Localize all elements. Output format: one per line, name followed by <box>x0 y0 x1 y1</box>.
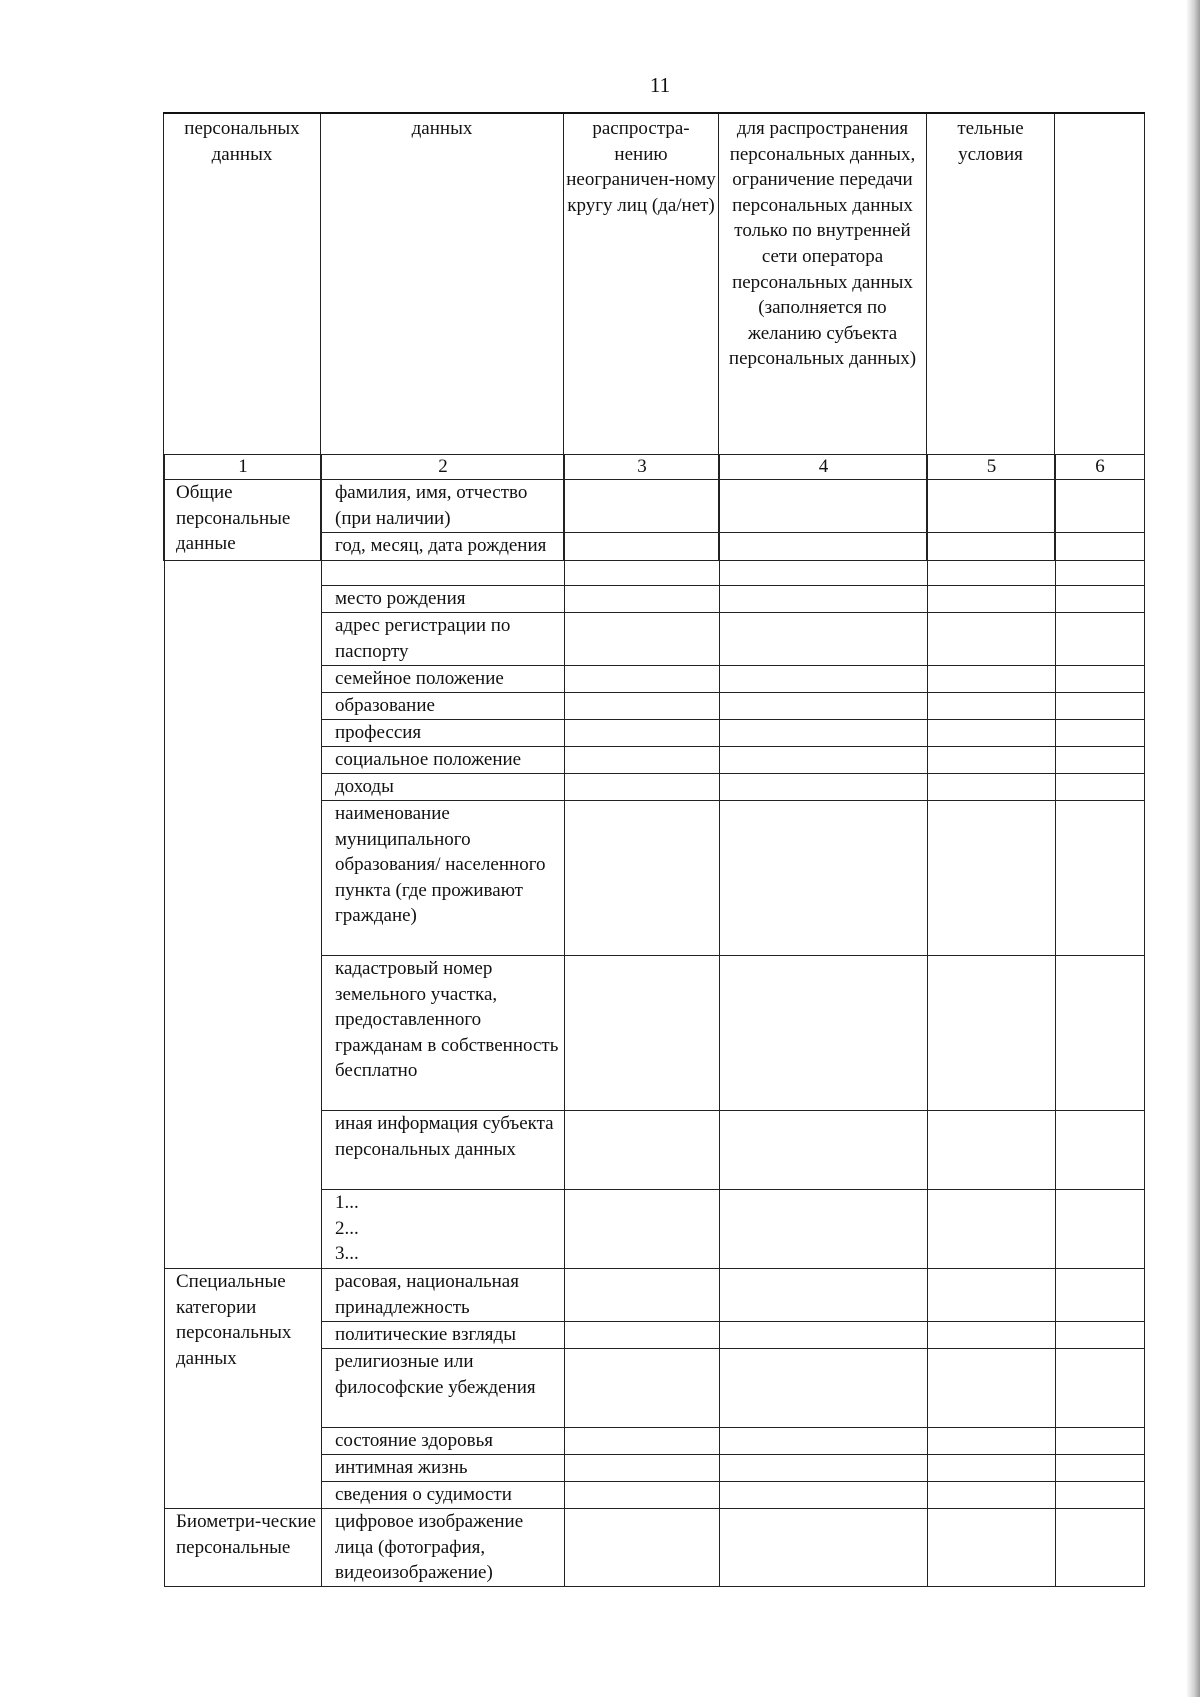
empty-cell <box>720 1428 928 1455</box>
empty-cell <box>720 693 928 720</box>
data-item-cell: социальное положение <box>322 747 565 774</box>
empty-cell <box>565 533 720 586</box>
data-item-cell: состояние здоровья <box>322 1428 565 1455</box>
data-item-cell: год, месяц, дата рождения <box>322 533 565 586</box>
empty-cell <box>565 1482 720 1509</box>
empty-cell <box>1056 1482 1145 1509</box>
empty-cell <box>928 613 1056 666</box>
data-item-text: 1... 2... 3... <box>335 1192 359 1265</box>
empty-cell <box>720 1111 928 1190</box>
data-item-cell: профессия <box>322 720 565 747</box>
empty-cell <box>1056 747 1145 774</box>
empty-cell <box>928 720 1056 747</box>
empty-cell <box>720 1349 928 1428</box>
category-cell: Специальные категории персональных данных <box>165 1269 322 1509</box>
empty-cell <box>565 1269 720 1322</box>
empty-cell <box>928 1509 1056 1587</box>
category-cell: Общие персональные данные <box>165 480 322 1269</box>
empty-cell <box>1056 1322 1145 1349</box>
empty-cell <box>928 586 1056 613</box>
empty-cell <box>928 1428 1056 1455</box>
table-row <box>165 1509 1145 1587</box>
category-cell: Биометри-ческие персональные <box>165 1509 322 1587</box>
data-item-cell: политические взгляды <box>322 1322 565 1349</box>
empty-cell <box>565 1428 720 1455</box>
data-item-cell: интимная жизнь <box>322 1455 565 1482</box>
header-cell-category: персональных данных <box>164 113 321 561</box>
empty-cell <box>928 533 1056 586</box>
empty-cell <box>1056 720 1145 747</box>
data-item-cell: наименование муниципального образования/ населенного пункта (где проживают граждане) <box>322 801 565 956</box>
empty-cell <box>565 480 720 533</box>
empty-cell <box>565 613 720 666</box>
empty-cell <box>928 747 1056 774</box>
header-cell-data-list: данных <box>321 113 564 561</box>
column-number: 3 <box>565 455 720 480</box>
table-row <box>165 480 1145 533</box>
empty-cell <box>720 1269 928 1322</box>
empty-cell <box>928 1190 1056 1269</box>
empty-cell <box>928 1322 1056 1349</box>
empty-cell <box>1056 533 1145 586</box>
empty-cell <box>928 1482 1056 1509</box>
header-cell-consent: распростра-нению неограничен-ному кругу лиц (да/нет) <box>564 113 719 561</box>
empty-cell <box>720 666 928 693</box>
data-item-cell: иная информация субъекта персональных данных <box>322 1111 565 1190</box>
empty-cell <box>565 747 720 774</box>
empty-cell <box>928 1349 1056 1428</box>
header-cell-conditions: тельные условия <box>927 113 1055 561</box>
empty-cell <box>565 666 720 693</box>
empty-cell <box>928 480 1056 533</box>
empty-cell <box>928 1111 1056 1190</box>
empty-cell <box>565 774 720 801</box>
empty-cell <box>1056 480 1145 533</box>
empty-cell <box>565 1509 720 1587</box>
data-item-cell: расовая, национальная принадлежность <box>322 1269 565 1322</box>
empty-cell <box>1056 1509 1145 1587</box>
data-item-cell: доходы <box>322 774 565 801</box>
empty-cell <box>1056 801 1145 956</box>
empty-cell <box>565 1111 720 1190</box>
empty-cell <box>1056 1269 1145 1322</box>
empty-cell <box>1056 1455 1145 1482</box>
empty-cell <box>720 480 928 533</box>
data-item-cell: фамилия, имя, отчество (при наличии) <box>322 480 565 533</box>
empty-cell <box>1056 1349 1145 1428</box>
empty-cell <box>1056 774 1145 801</box>
header-cell-restrictions: для распространения персональных данных, ограничение передачи персональных данных только по внутренней сети оператора персональных данных (заполняется по желанию субъекта персональных данных) <box>719 113 927 561</box>
column-number: 4 <box>720 455 928 480</box>
empty-cell <box>928 1269 1056 1322</box>
column-number: 6 <box>1056 455 1145 480</box>
empty-cell <box>720 586 928 613</box>
empty-cell <box>565 1322 720 1349</box>
empty-cell <box>720 1322 928 1349</box>
data-item-cell: цифровое изображение лица (фотография, видеоизображение) <box>322 1509 565 1587</box>
table-row <box>165 1269 1145 1322</box>
data-item-cell: сведения о судимости <box>322 1482 565 1509</box>
data-item-cell: образование <box>322 693 565 720</box>
empty-cell <box>720 720 928 747</box>
personal-data-table <box>164 454 1145 1587</box>
data-item-cell: место рождения <box>322 586 565 613</box>
page-edge-shadow <box>1186 0 1200 1697</box>
empty-cell <box>720 801 928 956</box>
data-item-cell: кадастровый номер земельного участка, предоставленного гражданам в собственность бесплатно <box>322 956 565 1111</box>
empty-cell <box>565 1455 720 1482</box>
empty-cell <box>565 586 720 613</box>
empty-cell <box>720 956 928 1111</box>
data-item-cell <box>322 1190 565 1269</box>
data-item-cell: религиозные или философские убеждения <box>322 1349 565 1428</box>
empty-cell <box>1056 956 1145 1111</box>
column-number: 5 <box>928 455 1056 480</box>
empty-cell <box>720 774 928 801</box>
empty-cell <box>720 613 928 666</box>
empty-cell <box>1056 1111 1145 1190</box>
empty-cell <box>720 1509 928 1587</box>
empty-cell <box>1056 613 1145 666</box>
data-item-cell: адрес регистрации по паспорту <box>322 613 565 666</box>
empty-cell <box>1056 1190 1145 1269</box>
empty-cell <box>928 801 1056 956</box>
empty-cell <box>720 533 928 586</box>
empty-cell <box>565 1349 720 1428</box>
empty-cell <box>1056 693 1145 720</box>
empty-cell <box>1056 586 1145 613</box>
empty-cell <box>720 1190 928 1269</box>
column-number: 1 <box>165 455 322 480</box>
empty-cell <box>928 1455 1056 1482</box>
empty-cell <box>720 1482 928 1509</box>
column-number: 2 <box>322 455 565 480</box>
empty-cell <box>565 956 720 1111</box>
empty-cell <box>565 693 720 720</box>
empty-cell <box>1056 666 1145 693</box>
page-number: 11 <box>649 73 671 97</box>
empty-cell <box>565 1190 720 1269</box>
empty-cell <box>565 720 720 747</box>
empty-cell <box>1056 1428 1145 1455</box>
empty-cell <box>720 1455 928 1482</box>
empty-cell <box>720 747 928 774</box>
empty-cell <box>928 666 1056 693</box>
empty-cell <box>928 956 1056 1111</box>
column-number-row <box>165 455 1145 480</box>
data-item-cell: семейное положение <box>322 666 565 693</box>
empty-cell <box>565 801 720 956</box>
empty-cell <box>928 693 1056 720</box>
empty-cell <box>928 774 1056 801</box>
